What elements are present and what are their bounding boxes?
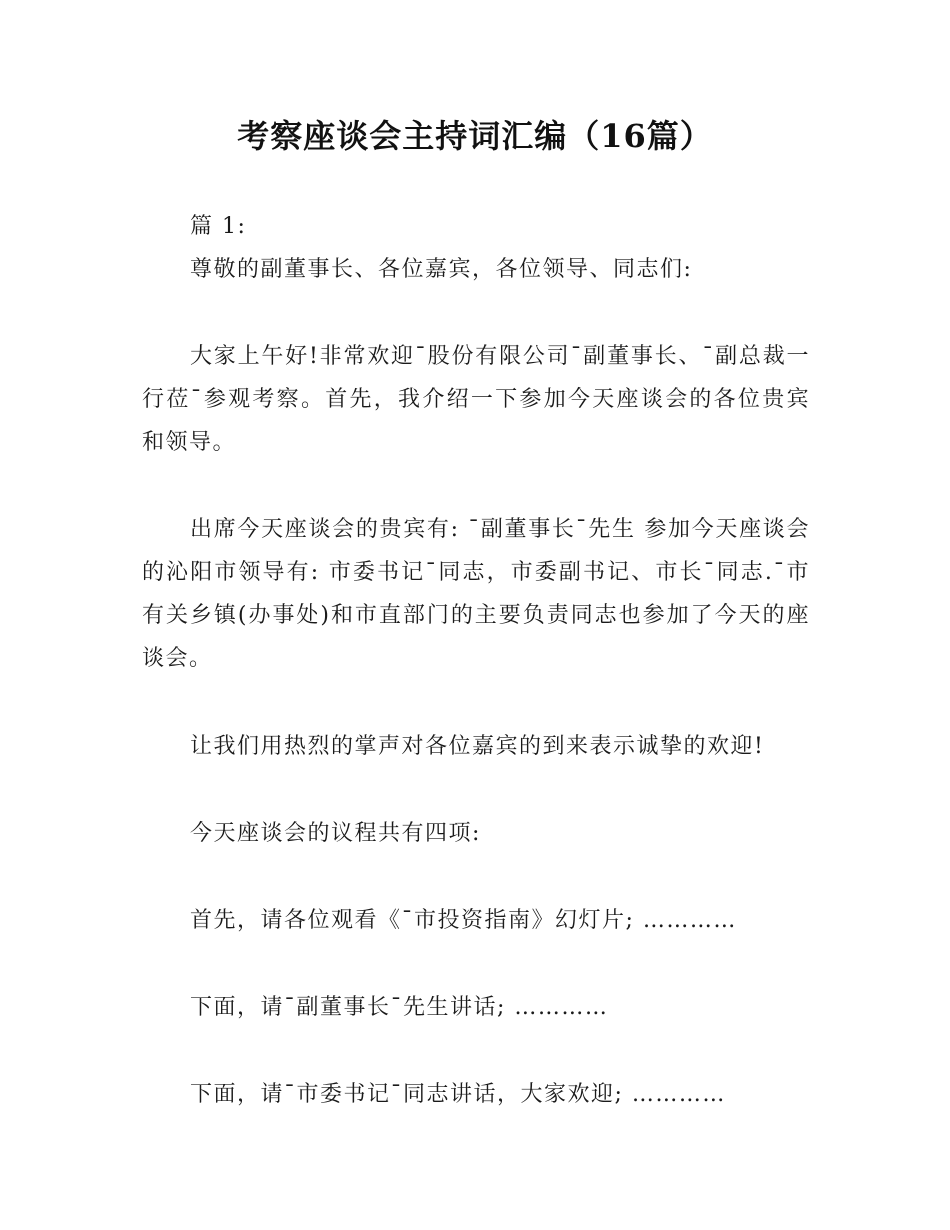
section-label: 篇 1: [190,214,247,239]
document-title: 考察座谈会主持词汇编（16篇） [237,117,713,155]
agenda-intro: 今天座谈会的议程共有四项: [190,821,481,846]
paragraph-2 [142,248,810,291]
welcome-paragraph: 大家上午好!非常欢迎¯股份有限公司¯副董事长、¯副总裁一行莅¯参观考察。首先，我介绍一下参加今天座谈会的各位贵宾和领导。 [142,344,810,455]
agenda-item-2: 下面，请¯副董事长¯先生讲话; ………… [190,995,609,1020]
agenda-item-3: 下面，请¯市委书记¯同志讲话，大家欢迎; ………… [190,1082,726,1107]
paragraph-1 [142,205,810,248]
agenda-item-1: 首先，请各位观看《¯市投资指南》幻灯片; ………… [190,908,737,933]
guests-paragraph: 出席今天座谈会的贵宾有: ¯副董事长¯先生 参加今天座谈会的沁阳市领导有: 市委书记¯同志，市委副书记、市长¯同志.¯市有关乡镇(办事处)和市直部门的主要负责同志也参加了今天的座谈会。 [142,517,810,671]
paragraph-7 [142,899,810,942]
salutation: 尊敬的副董事长、各位嘉宾，各位领导、同志们: [190,257,693,282]
paragraph-5 [142,725,810,768]
paragraph-6 [142,812,810,855]
paragraph-4 [142,508,810,680]
applause-paragraph: 让我们用热烈的掌声对各位嘉宾的到来表示诚挚的欢迎! [190,734,765,759]
paragraph-9 [142,1073,810,1116]
paragraph-3 [142,335,810,464]
paragraph-8 [142,986,810,1029]
